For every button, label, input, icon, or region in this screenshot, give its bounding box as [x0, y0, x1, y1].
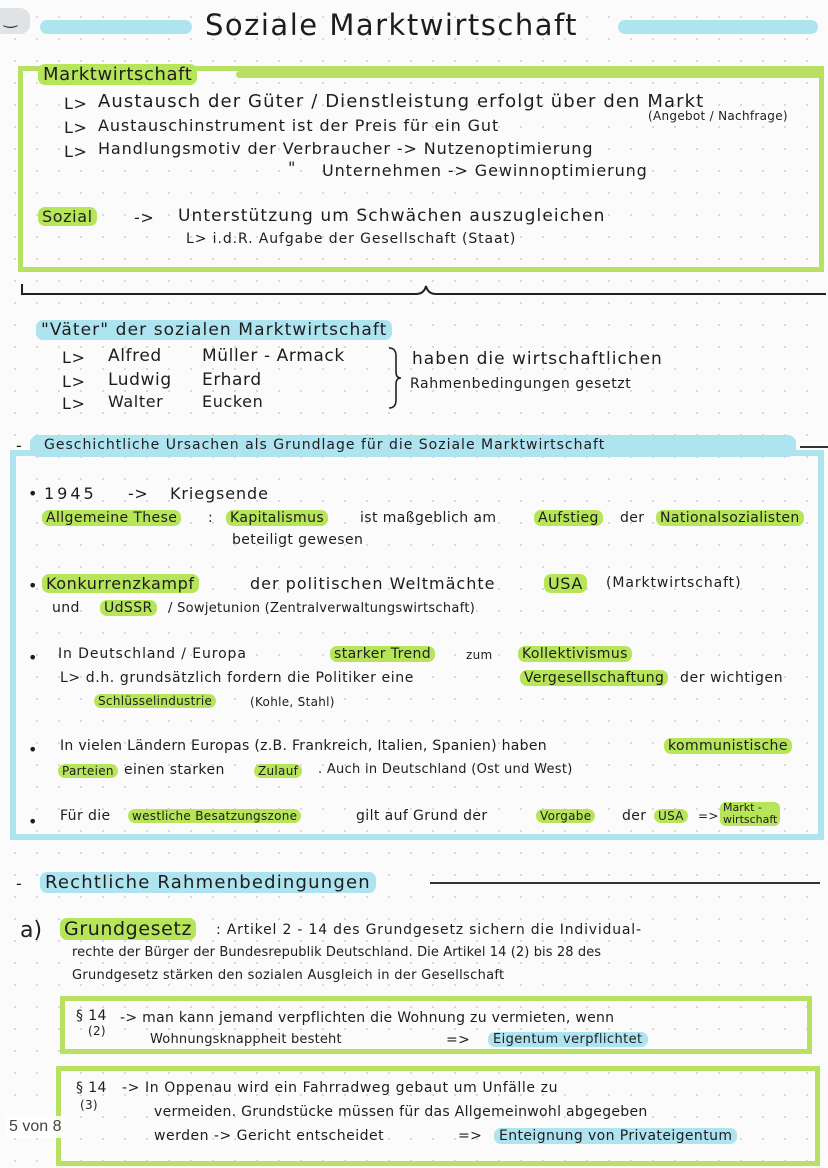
- chevron-icon: ‿: [4, 9, 17, 28]
- s1-item-1: Austausch der Güter / Dienstleistung erfolgt über den Markt: [98, 91, 705, 112]
- bullet-5: •: [28, 812, 39, 831]
- bullet-2: •: [28, 576, 39, 595]
- s1-item-2: Austauschinstrument ist der Preis für ein Gut: [98, 116, 500, 135]
- a-text3: Grundgesetz stärken den sozialen Ausgleich in der Gesellschaft: [72, 968, 505, 983]
- p2-result: Enteignung von Privateigentum: [494, 1128, 737, 1144]
- b5-arrow: =>: [698, 809, 719, 823]
- b1-mid: ist maßgeblich am: [360, 510, 497, 526]
- vater-first-3: Walter: [108, 392, 164, 411]
- brace-divider: [20, 282, 828, 306]
- sozial-text: Unterstützung um Schwächen auszugleichen: [178, 206, 606, 226]
- curly-bracket: [386, 346, 404, 410]
- b5-der: der: [622, 808, 647, 824]
- b4-parteien: Parteien: [58, 764, 118, 778]
- bullet-4: •: [28, 740, 39, 759]
- vaeter-arrow-2: L>: [62, 372, 86, 391]
- b1-these: Allgemeine These: [42, 510, 181, 526]
- vaeter-bracket-line2: Rahmenbedingungen gesetzt: [410, 376, 632, 392]
- b1-arrow: ->: [128, 484, 149, 503]
- b1-der: der: [620, 510, 645, 526]
- s1-ditto: ": [288, 158, 296, 177]
- s1-arrow-2: L>: [64, 118, 88, 137]
- sozial-arrow: ->: [134, 208, 155, 227]
- a-text2: rechte der Bürger der Bundesrepublik Deutschland. Die Artikel 14 (2) bis 28 des: [72, 945, 602, 960]
- b4-einen: einen starken: [124, 762, 225, 778]
- s4-dash: -: [16, 874, 23, 893]
- b2-udssr: UdSSR: [100, 600, 157, 616]
- title-bar-left: [40, 20, 192, 34]
- vater-first-2: Ludwig: [108, 370, 172, 390]
- b5-usa: USA: [654, 809, 688, 823]
- b1-year: 1945: [44, 484, 97, 503]
- b3-verg: Vergesellschaftung: [520, 670, 668, 686]
- heading-rule: [236, 71, 824, 78]
- b3-wichtig: der wichtigen: [680, 670, 784, 686]
- b5-mw2: wirtschaft: [723, 813, 778, 826]
- vaeter-arrow-3: L>: [62, 394, 86, 413]
- vater-first-1: Alfred: [108, 346, 162, 366]
- s4-heading-rule: [430, 882, 820, 884]
- b5-mw: [720, 802, 780, 826]
- p2-sub: (3): [80, 1098, 98, 1112]
- geschichte-box: [10, 450, 824, 840]
- b2-usa: USA: [544, 574, 587, 593]
- p1-arrow: =>: [446, 1032, 471, 1048]
- b3-sub: L> d.h. grundsätzlich fordern die Politiker eine: [60, 670, 414, 686]
- s3-heading-rule: [800, 446, 828, 448]
- vaeter-bracket-line1: haben die wirtschaftlichen: [412, 349, 663, 369]
- marktwirtschaft-heading: Marktwirtschaft: [38, 64, 197, 85]
- page-title: Soziale Marktwirtschaft: [205, 8, 579, 42]
- b5-vorgabe: Vorgabe: [536, 809, 595, 823]
- s1-arrow-3: L>: [64, 142, 88, 161]
- b3-text: In Deutschland / Europa: [58, 646, 247, 662]
- b2-und: und: [52, 600, 80, 616]
- p2-line3: werden -> Gericht entscheidet: [154, 1128, 385, 1144]
- s1-arrow-1: L>: [64, 94, 88, 113]
- s3-dash: -: [16, 436, 23, 455]
- a-label: a): [20, 918, 43, 943]
- bullet-1: •: [28, 484, 39, 503]
- b5-zone: westliche Besatzungszone: [128, 809, 301, 823]
- p1-result: Eigentum verpflichtet: [488, 1032, 648, 1047]
- p2-line1: -> In Oppenau wird ein Fahrradweg gebaut um Unfälle zu: [122, 1080, 559, 1096]
- p2-sec: § 14: [76, 1080, 107, 1096]
- b2-text: der politischen Weltmächte: [250, 574, 496, 593]
- b2-mw: (Marktwirtschaft): [606, 575, 742, 591]
- vater-last-2: Erhard: [202, 370, 262, 390]
- b3-trend: starker Trend: [330, 646, 435, 662]
- b5-fuer: Für die: [60, 808, 111, 824]
- p1-sub: (2): [88, 1024, 106, 1038]
- b1-ns: Nationalsozialisten: [656, 510, 804, 526]
- b2-kampf: Konkurrenzkampf: [42, 574, 199, 593]
- b4-text: In vielen Ländern Europas (z.B. Frankreich, Italien, Spanien) haben: [60, 738, 547, 754]
- a-grundgesetz: Grundgesetz: [60, 918, 196, 940]
- vaeter-heading: "Väter" der sozialen Marktwirtschaft: [36, 320, 392, 340]
- vaeter-arrow-1: L>: [62, 348, 86, 367]
- back-tab[interactable]: [0, 8, 30, 34]
- rechtliche-heading: Rechtliche Rahmenbedingungen: [40, 872, 376, 893]
- p2-arrow: =>: [458, 1128, 483, 1144]
- b4-zulauf: Zulauf: [254, 764, 302, 778]
- b1-colon: :: [208, 510, 214, 526]
- b3-koll: Kollektivismus: [518, 646, 632, 662]
- b2-rest: / Sowjetunion (Zentralverwaltungswirtschaft): [168, 601, 476, 616]
- p1-line1: -> man kann jemand verpflichten die Wohnung zu vermieten, wenn: [120, 1010, 615, 1026]
- title-bar-right: [618, 20, 818, 34]
- page-counter: 5 von 8: [6, 1116, 64, 1138]
- b5-mw1: Markt -: [723, 801, 762, 814]
- p1-sec: § 14: [76, 1008, 107, 1024]
- vater-last-1: Müller - Armack: [202, 346, 345, 366]
- b4-komm: kommunistische: [664, 738, 792, 754]
- b3-zum: zum: [466, 648, 493, 662]
- p1-line2: Wohnungsknappheit besteht: [150, 1032, 342, 1047]
- a-text1: : Artikel 2 - 14 des Grundgesetz sichern die Individual-: [216, 922, 642, 938]
- sozial-label: Sozial: [38, 207, 97, 226]
- s1-market-note: (Angebot / Nachfrage): [648, 109, 788, 123]
- s1-unternehmen: Unternehmen -> Gewinnoptimierung: [322, 161, 648, 180]
- b3-schl: Schlüsselindustrie: [94, 694, 216, 708]
- b1-aufstieg: Aufstieg: [534, 510, 603, 526]
- b1-kap: Kapitalismus: [226, 510, 328, 526]
- b1-tail: beteiligt gewesen: [232, 532, 364, 548]
- b3-tail: (Kohle, Stahl): [250, 695, 335, 709]
- geschichte-heading: Geschichtliche Ursachen als Grundlage für die Soziale Marktwirtschaft: [44, 437, 606, 453]
- sozial-sub: L> i.d.R. Aufgabe der Gesellschaft (Staat): [186, 231, 517, 247]
- bullet-3: •: [28, 648, 39, 667]
- b1-text: Kriegsende: [170, 484, 269, 503]
- p2-line2: vermeiden. Grundstücke müssen für das Allgemeinwohl abgegeben: [154, 1104, 648, 1120]
- vater-last-3: Eucken: [202, 392, 264, 411]
- s1-item-3: Handlungsmotiv der Verbraucher -> Nutzenoptimierung: [98, 139, 594, 158]
- b4-tail: . Auch in Deutschland (Ost und West): [318, 762, 573, 777]
- b5-gilt: gilt auf Grund der: [356, 808, 488, 824]
